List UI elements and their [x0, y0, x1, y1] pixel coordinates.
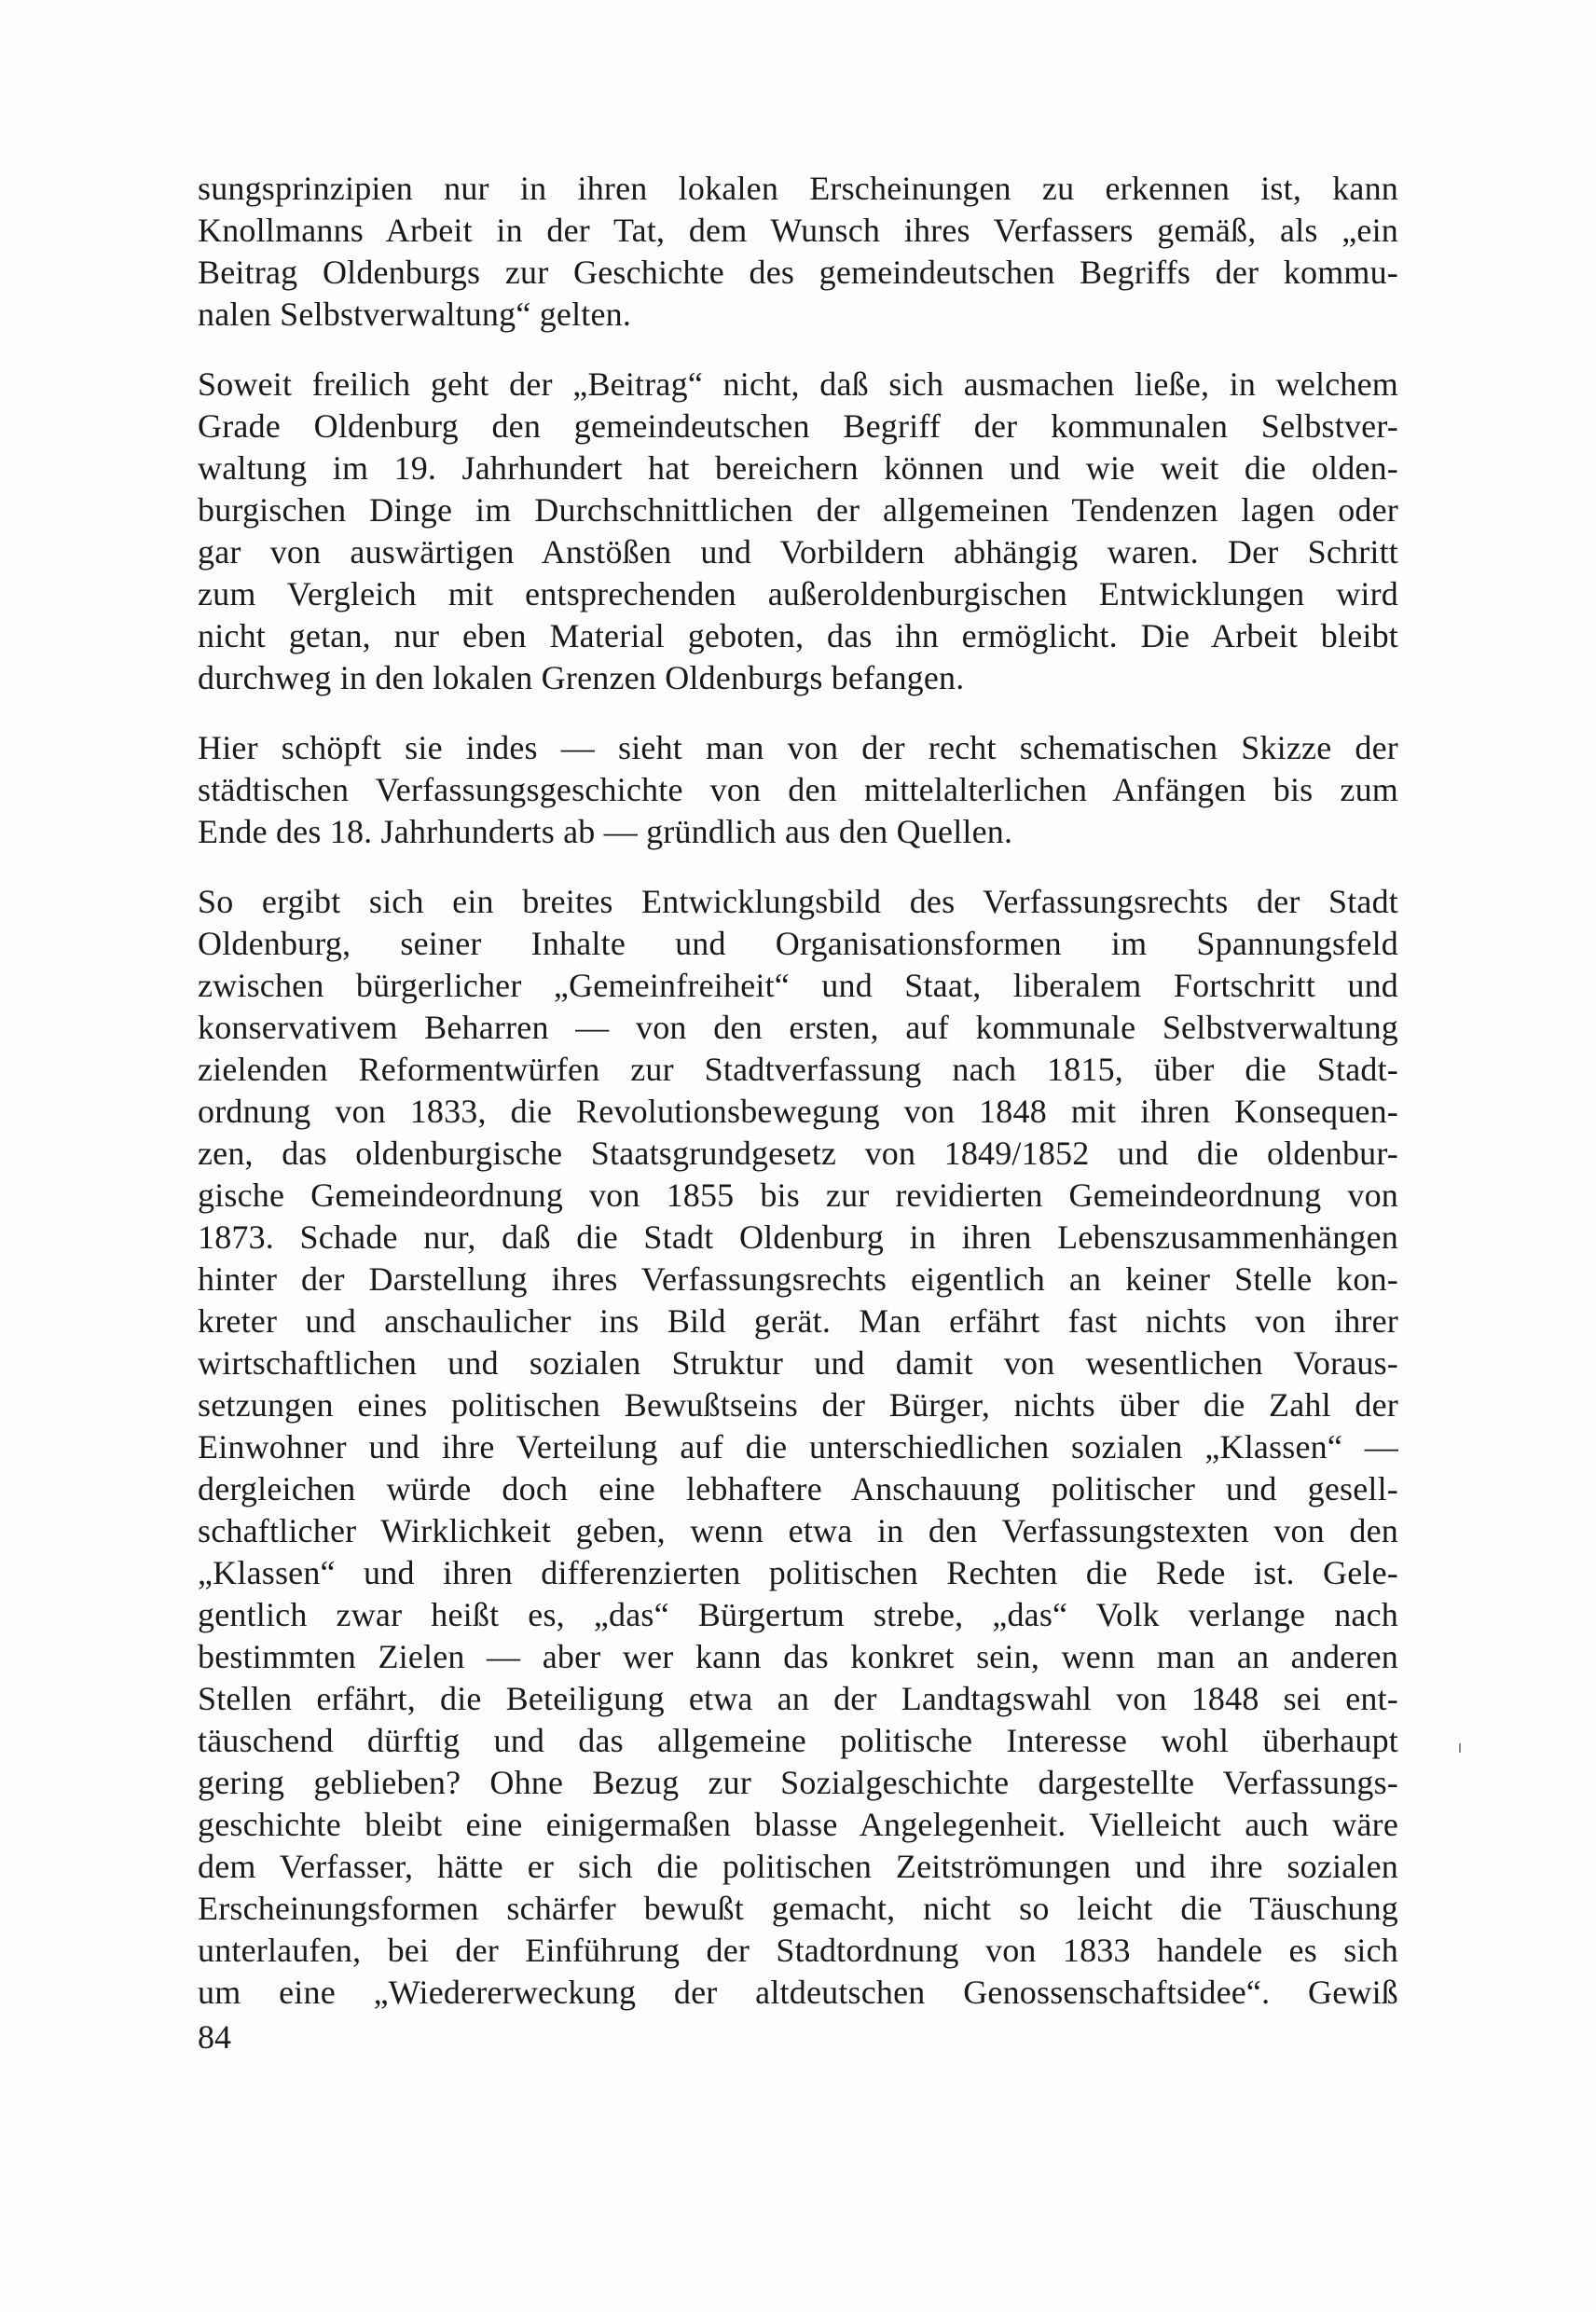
- text-line: „Klassen“ und ihren differenzierten politischen Rechten die Rede ist. Gele-: [198, 1554, 1398, 1591]
- text-line: wirtschaftlichen und sozialen Struktur und damit von wesentlichen Voraus-: [198, 1344, 1398, 1382]
- text-line: gentlich zwar heißt es, „das“ Bürgertum strebe, „das“ Volk verlange nach: [198, 1596, 1398, 1633]
- text-line: gische Gemeindeordnung von 1855 bis zur revidierten Gemeindeordnung von: [198, 1177, 1398, 1214]
- text-line: zielenden Reformentwürfen zur Stadtverfassung nach 1815, über die Stadt-: [198, 1051, 1398, 1088]
- text-line: Einwohner und ihre Verteilung auf die unterschiedlichen sozialen „Klassen“ —: [198, 1428, 1398, 1466]
- text-line: Soweit freilich geht der „Beitrag“ nicht, daß sich ausmachen ließe, in welchem: [198, 365, 1398, 403]
- text-line: burgischen Dinge im Durchschnittlichen der allgemeinen Tendenzen lagen oder: [198, 491, 1398, 529]
- paragraph: [198, 881, 1398, 2014]
- text-line: täuschend dürftig und das allgemeine politische Interesse wohl überhaupt: [198, 1722, 1398, 1759]
- text-line: konservativem Beharren — von den ersten, auf kommunale Selbstverwaltung: [198, 1009, 1398, 1046]
- text-line: sungsprinzipien nur in ihren lokalen Erscheinungen zu erkennen ist, kann: [198, 170, 1398, 207]
- text-line: Knollmanns Arbeit in der Tat, dem Wunsch ihres Verfassers gemäß, als „ein: [198, 212, 1398, 249]
- text-line: geschichte bleibt eine einigermaßen blasse Angelegenheit. Vielleicht auch wäre: [198, 1806, 1398, 1843]
- text-line: zwischen bürgerlicher „Gemeinfreiheit“ und Staat, liberalem Fortschritt und: [198, 967, 1398, 1004]
- text-line: zum Vergleich mit entsprechenden außeroldenburgischen Entwicklungen wird: [198, 575, 1398, 612]
- text-line: gering geblieben? Ohne Bezug zur Sozialgeschichte dargestellte Verfassungs-: [198, 1764, 1398, 1801]
- paragraph: [198, 727, 1398, 853]
- text-line: städtischen Verfassungsgeschichte von den mittelalterlichen Anfängen bis zum: [198, 771, 1398, 808]
- text-line: schaftlicher Wirklichkeit geben, wenn etwa in den Verfassungstexten von den: [198, 1512, 1398, 1549]
- text-line: kreter und anschaulicher ins Bild gerät. Man erfährt fast nichts von ihrer: [198, 1302, 1398, 1340]
- text-line: Erscheinungsformen schärfer bewußt gemacht, nicht so leicht die Täuschung: [198, 1890, 1398, 1927]
- text-line: dergleichen würde doch eine lebhaftere Anschauung politischer und gesell-: [198, 1470, 1398, 1507]
- text-line: unterlaufen, bei der Einführung der Stadtordnung von 1833 handele es sich: [198, 1932, 1398, 1969]
- page-number: 84: [198, 2018, 231, 2056]
- text-line: Oldenburg, seiner Inhalte und Organisationsformen im Spannungsfeld: [198, 925, 1398, 962]
- text-line: Stellen erfährt, die Beteiligung etwa an der Landtagswahl von 1848 sei ent-: [198, 1680, 1398, 1717]
- text-line: um eine „Wiedererweckung der altdeutschen Genossenschaftsidee“. Gewiß: [198, 1974, 1398, 2011]
- text-line: Hier schöpft sie indes — sieht man von der recht schematischen Skizze der: [198, 729, 1398, 766]
- text-line: ordnung von 1833, die Revolutionsbewegung von 1848 mit ihren Konsequen-: [198, 1093, 1398, 1130]
- text-line: dem Verfasser, hätte er sich die politischen Zeitströmungen und ihre sozialen: [198, 1848, 1398, 1885]
- text-line: setzungen eines politischen Bewußtseins der Bürger, nichts über die Zahl der: [198, 1386, 1398, 1424]
- paragraph: [198, 168, 1398, 336]
- text-line: So ergibt sich ein breites Entwicklungsbild des Verfassungsrechts der Stadt: [198, 883, 1398, 920]
- text-line: gar von auswärtigen Anstößen und Vorbildern abhängig waren. Der Schritt: [198, 533, 1398, 571]
- body-text: [198, 168, 1398, 2042]
- paragraph: [198, 364, 1398, 699]
- text-line: 1873. Schade nur, daß die Stadt Oldenburg in ihren Lebenszusammenhängen: [198, 1218, 1398, 1256]
- text-line: Grade Oldenburg den gemeindeutschen Begriff der kommunalen Selbstver-: [198, 407, 1398, 445]
- text-line: durchweg in den lokalen Grenzen Oldenburgs befangen.: [198, 659, 965, 696]
- margin-mark: [1459, 1743, 1461, 1753]
- text-line: Beitrag Oldenburgs zur Geschichte des gemeindeutschen Begriffs der kommu-: [198, 254, 1398, 291]
- text-line: Ende des 18. Jahrhunderts ab — gründlich aus den Quellen.: [198, 813, 1013, 850]
- text-line: nicht getan, nur eben Material geboten, das ihn ermöglicht. Die Arbeit bleibt: [198, 617, 1398, 654]
- text-line: bestimmten Zielen — aber wer kann das konkret sein, wenn man an anderen: [198, 1638, 1398, 1675]
- text-line: nalen Selbstverwaltung“ gelten.: [198, 296, 632, 333]
- text-line: hinter der Darstellung ihres Verfassungsrechts eigentlich an keiner Stelle kon-: [198, 1260, 1398, 1298]
- text-line: waltung im 19. Jahrhundert hat bereichern können und wie weit die olden-: [198, 449, 1398, 487]
- text-line: zen, das oldenburgische Staatsgrundgesetz von 1849/1852 und die oldenbur-: [198, 1135, 1398, 1172]
